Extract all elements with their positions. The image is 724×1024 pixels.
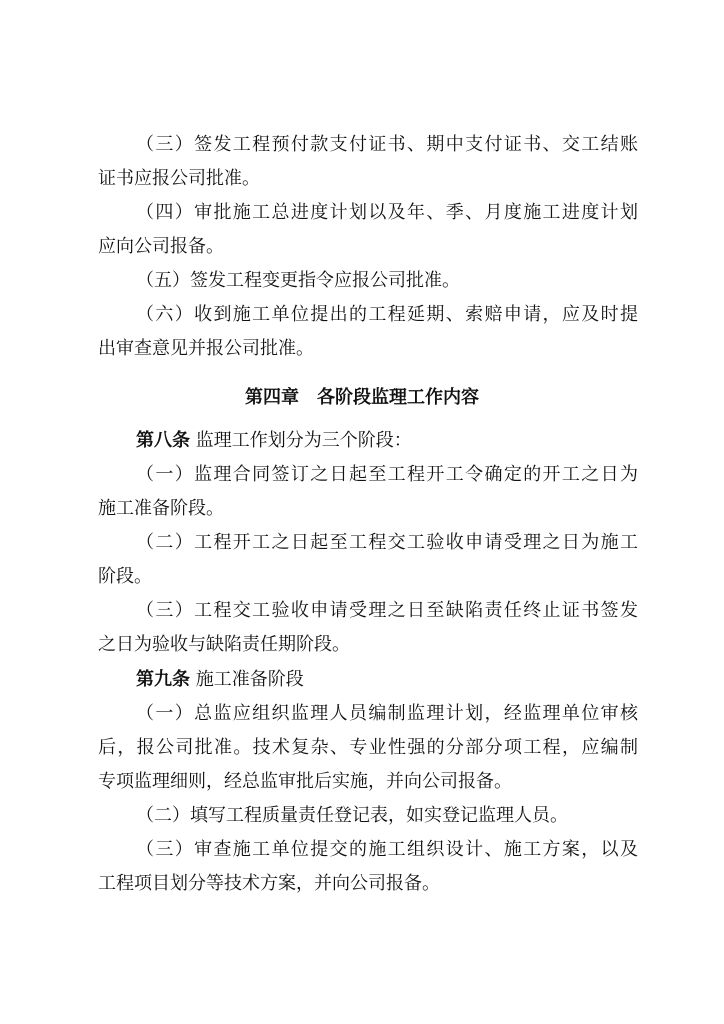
chapter-heading: 第四章 各阶段监理工作内容 (245, 387, 479, 408)
section-3-block (98, 128, 638, 366)
article-8-block (98, 424, 638, 662)
paragraph-line: （四）审批施工总进度计划以及年、季、月度施工进度计划 (136, 202, 638, 223)
article-9-title-line (98, 663, 638, 697)
paragraph-line: （六）收到施工单位提出的工程延期、索赔申请，应及时提 (136, 304, 638, 325)
article-8-title-line (98, 424, 638, 458)
paragraph-line: （二）工程开工之日起至工程交工验收申请受理之日为施工 (136, 532, 638, 553)
article-9-block (98, 663, 638, 901)
paragraph-line: 出审查意见并报公司批准。 (98, 338, 314, 359)
paragraph-line: 之日为验收与缺陷责任期阶段。 (98, 634, 350, 655)
article-9-label: 第九条 (136, 669, 190, 690)
paragraph-line: 阶段。 (98, 566, 152, 587)
paragraph-line: （二）填写工程质量责任登记表，如实登记监理人员。 (136, 805, 568, 826)
paragraph-line: 施工准备阶段。 (98, 498, 224, 519)
paragraph-line: （一）总监应组织监理人员编制监理计划，经监理单位审核 (136, 703, 638, 724)
paragraph-line: （三）工程交工验收申请受理之日至缺陷责任终止证书签发 (136, 600, 638, 621)
paragraph-line: 专项监理细则，经总监审批后实施，并向公司报备。 (98, 771, 512, 792)
paragraph-line: （三）签发工程预付款支付证书、期中支付证书、交工结账 (136, 134, 638, 155)
paragraph-line: （一）监理合同签订之日起至工程开工令确定的开工之日为 (136, 464, 638, 485)
paragraph-line: 工程项目划分等技术方案，并向公司报备。 (98, 873, 440, 894)
paragraph-line: （三）审查施工单位提交的施工组织设计、施工方案，以及 (136, 839, 638, 860)
paragraph-line: 应向公司报备。 (98, 236, 224, 257)
article-8-text: 监理工作划分为三个阶段： (195, 430, 412, 451)
paragraph-line: 后，报公司批准。技术复杂、专业性强的分部分项工程，应编制 (98, 737, 638, 758)
article-8-label: 第八条 (136, 430, 190, 451)
article-9-text: 施工准备阶段 (195, 669, 304, 690)
paragraph-line: 证书应报公司批准。 (98, 168, 260, 189)
paragraph-line: （五）签发工程变更指令应报公司批准。 (136, 270, 460, 291)
